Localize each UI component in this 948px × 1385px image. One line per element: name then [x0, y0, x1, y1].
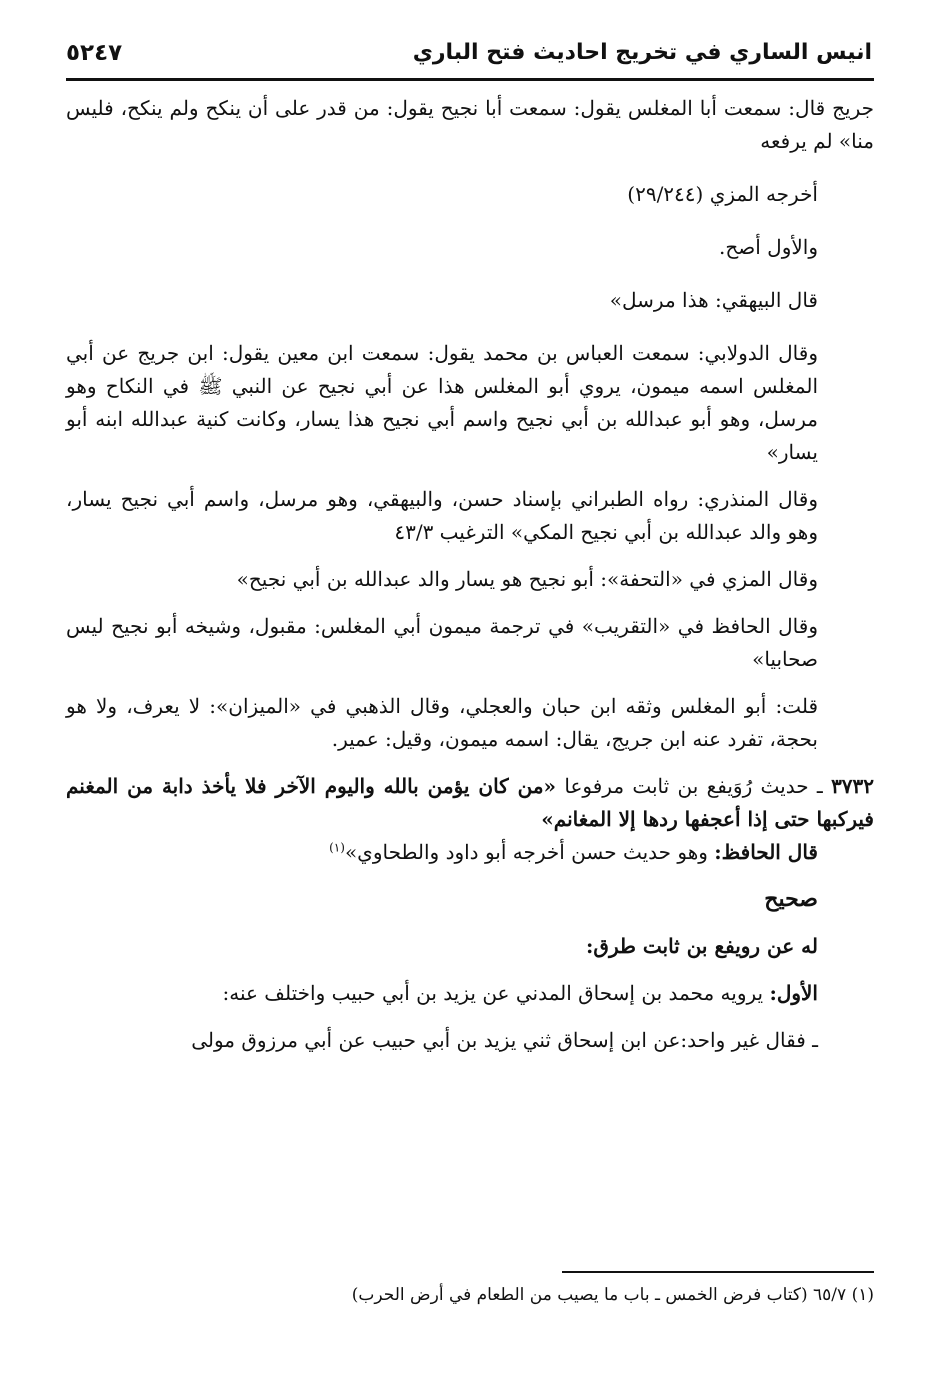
footnote-marker: (١) — [851, 1285, 874, 1305]
turuq-heading: له عن رويفع بن ثابت طرق: — [586, 934, 818, 958]
footnote — [66, 1282, 874, 1308]
paragraph: جريج قال: سمعت أبا المغلس يقول: سمعت أبا نجيح يقول: من قدر على أن ينكح ولم ينكح، فليس منا» لم يرفعه — [66, 96, 874, 153]
header-rule — [66, 78, 874, 81]
paragraph: أخرجه المزي (٢٩/٢٤٤) — [627, 182, 818, 206]
paragraph: وقال الدولابي: سمعت العباس بن محمد يقول: سمعت ابن معين يقول: ابن جريج عن أبي المغلس اسمه ميمون، يروي أبو المغلس هذا عن أبي نجيح عن النبي ﷺ في النكاح وهو مرسل، وهو أبو عبدالله بن أبي نجيح واسم أبي نجيح هذا يسار، وكانت كنية عبدالله ابنه أبو يسار» — [66, 341, 818, 464]
main-text — [66, 92, 874, 1057]
footnote-text: ٦٥/٧ (كتاب فرض الخمس ـ باب ما يصيب من الطعام في أرض الحرب) — [351, 1285, 847, 1305]
page-header — [66, 38, 872, 78]
footnote-rule — [562, 1271, 874, 1273]
paragraph: قلت: أبو المغلس وثقه ابن حبان والعجلي، وقال الذهبي في «الميزان»: لا يعرف، ولا هو بحجة، تفرد عنه ابن جريج، يقال: اسمه ميمون، وقيل: عمير. — [66, 694, 818, 751]
hadith-grade: صحيح — [764, 886, 818, 912]
paragraph: والأول أصح. — [719, 235, 818, 259]
hafiz-label: قال الحافظ: — [714, 840, 818, 864]
page-number: ٥٢٤٧ — [66, 40, 123, 66]
hadith-entry — [66, 770, 874, 836]
first-text: يرويه محمد بن إسحاق المدني عن يزيد بن أبي حبيب واختلف عنه: — [222, 981, 764, 1005]
hadith-intro: ـ حديث رُوَيفع بن ثابت مرفوعا — [564, 774, 823, 798]
running-title: انيس الساري في تخريج احاديث فتح الباري — [412, 40, 872, 65]
paragraph: ـ فقال غير واحد:عن ابن إسحاق ثني يزيد بن أبي حبيب عن أبي مرزوق مولى — [191, 1028, 818, 1052]
paragraph: قال البيهقي: هذا مرسل» — [609, 288, 818, 312]
first-label: الأول: — [769, 981, 818, 1005]
paragraph: وقال المزي في «التحفة»: أبو نجيح هو يسار والد عبدالله بن أبي نجيح» — [236, 567, 818, 591]
hadith-number: ٣٧٣٢ — [831, 774, 875, 798]
footnote-ref: (١) — [329, 840, 345, 855]
paragraph: وقال الحافظ في «التقريب» في ترجمة ميمون أبي المغلس: مقبول، وشيخه أبو نجيح ليس صحابيا» — [66, 614, 818, 671]
hadith-text: «من كان يؤمن بالله واليوم الآخر فلا يأخذ دابة من المغنم فيركبها حتى إذا أعجفها ردها إلا المغانم» — [66, 774, 874, 831]
paragraph: وقال المنذري: رواه الطبراني بإسناد حسن، والبيهقي، وهو مرسل، واسم أبي نجيح يسار، وهو والد عبدالله بن أبي نجيح المكي» الترغيب ٤٣/٣ — [66, 487, 818, 544]
first-path — [66, 977, 874, 1010]
hafiz-text: وهو حديث حسن أخرجه أبو داود والطحاوي» — [344, 840, 708, 864]
hafiz-statement — [66, 836, 874, 869]
